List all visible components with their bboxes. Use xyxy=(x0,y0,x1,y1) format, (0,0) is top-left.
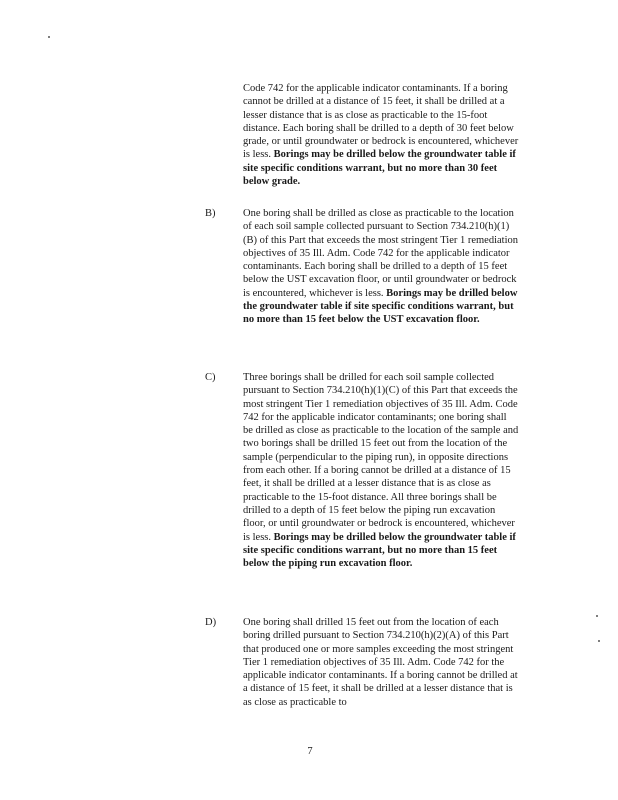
item-bold: Borings may be drilled below the groundwater table if site specific conditions warrant, but no more than 15 feet below the piping run excavation floor. xyxy=(243,531,516,570)
scan-speck xyxy=(598,640,600,642)
item-marker: D) xyxy=(205,617,217,628)
item-text xyxy=(243,616,519,709)
scan-speck xyxy=(48,36,50,38)
item-text xyxy=(243,371,519,570)
item-marker: B) xyxy=(205,208,216,219)
item-body: Code 742 for the applicable indicator contaminants. If a boring cannot be drilled at a distance of 15 feet, it shall be drilled at a lesser distance that is as close as practicable to the 15-foot distance. Each boring shall be drilled to a depth of 30 feet below grade, or until groundwater or bedrock is encountered, whichever is less. xyxy=(243,83,519,161)
item-marker: C) xyxy=(205,372,216,383)
item-bold: Borings may be drilled below the groundwater table if site specific conditions warrant, but no more than 30 feet below grade. xyxy=(243,149,516,188)
item-body: One boring shall drilled 15 feet out from the location of each boring drilled pursuant to Section 734.210(h)(2)(A) of this Part that produced one or more samples exceeding the most stringent Tier 1 remediation objectives of 35 Ill. Adm. Code 742 for the applicable indicator contaminants. If a boring cannot be drilled at a distance of 15 feet, it shall be drilled at a lesser distance that is as close as practicable to xyxy=(243,617,518,708)
scan-speck xyxy=(596,615,598,617)
item-body: One boring shall be drilled as close as practicable to the location of each soil sample collected pursuant to Section 734.210(h)(1)(B) of this Part that exceeds the most stringent Tier 1 remediation objectives of 35 Ill. Adm. Code 742 for the applicable indicator contaminants. Each boring shall be drilled to a depth of 15 feet below the UST excavation floor, or until groundwater or bedrock is encountered, whichever is less. xyxy=(243,208,518,299)
item-body: Three borings shall be drilled for each soil sample collected pursuant to Section 734.210(h)(1)(C) of this Part that exceeds the most stringent Tier 1 remediation objectives of 35 Ill. Adm. Code 742 for the applicable indicator contaminants; one boring shall be drilled as close as practicable to the location of the sample and two borings shall be drilled 15 feet out from the location of the sample (perpendicular to the piping run), in opposite directions from each other. If a boring cannot be drilled at a distance of 15 feet, it shall be drilled at a lesser distance that is as close as practicable to the 15-foot distance. All three borings shall be drilled to a depth of 15 feet below the piping run excavation floor, or until groundwater or bedrock is encountered, whichever is less. xyxy=(243,372,519,543)
item-text xyxy=(243,82,519,188)
page-number: 7 xyxy=(307,746,313,757)
item-bold: Borings may be drilled below the groundwater table if site specific conditions warrant, but no more than 15 feet below the UST excavation floor. xyxy=(243,287,518,326)
item-text xyxy=(243,207,519,327)
